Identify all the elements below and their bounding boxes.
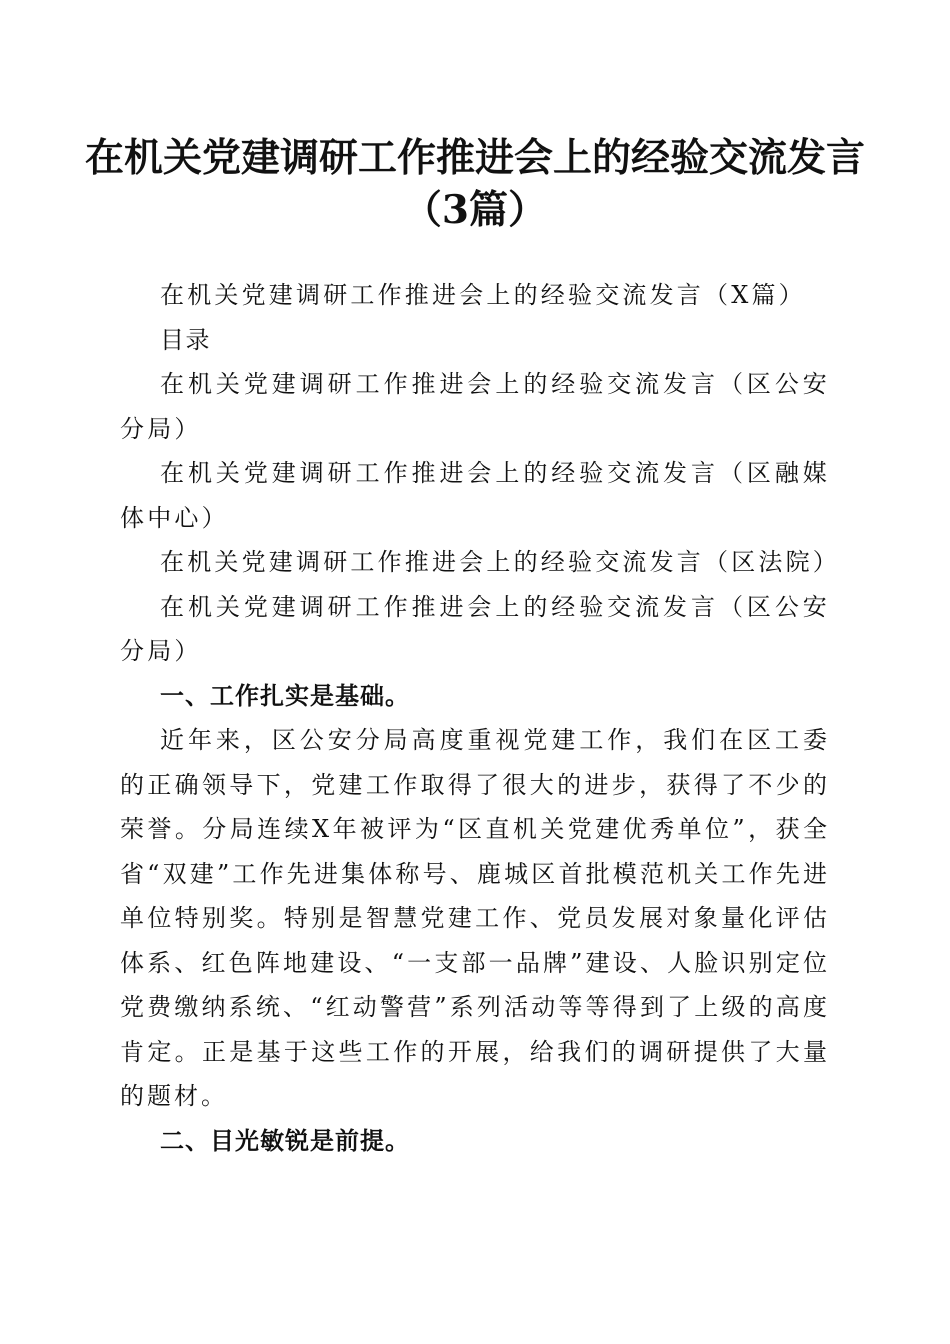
toc-item: 在机关党建调研工作推进会上的经验交流发言（区融媒体中心） xyxy=(120,459,830,532)
document-body xyxy=(120,273,840,1163)
section-body-1: 近年来，区公安分局高度重视党建工作，我们在区工委的正确领导下，党建工作取得了很大的进步，获得了不少的荣誉。分局连续X年被评为“区直机关党建优秀单位”，获全省“双建”工作先进集体称号、鹿城区首批模范机关工作先进单位特别奖。特别是智慧党建工作、党员发展对象量化评估体系、红色阵地建设、“一支部一品牌”建设、人脸识别定位党费缴纳系统、“红动警营”系列活动等等得到了上级的高度肯定。正是基于这些工作的开展，给我们的调研提供了大量的题材。 xyxy=(120,726,830,1110)
section-heading-1: 一、工作扎实是基础。 xyxy=(160,681,410,710)
document-title xyxy=(60,132,890,236)
title-line-2: （3篇） xyxy=(402,187,548,233)
toc-item: 在机关党建调研工作推进会上的经验交流发言（区法院） xyxy=(160,548,840,576)
toc-item: 在机关党建调研工作推进会上的经验交流发言（区公安分局） xyxy=(120,370,830,443)
title-line-1: 在机关党建调研工作推进会上的经验交流发言 xyxy=(84,135,865,181)
paragraph-toc-label: 目录 xyxy=(160,325,211,354)
article-title: 在机关党建调研工作推进会上的经验交流发言（区公安分局） xyxy=(120,592,830,665)
paragraph-collection-title: 在机关党建调研工作推进会上的经验交流发言（X篇） xyxy=(160,281,806,309)
section-heading-2: 二、目光敏锐是前提。 xyxy=(160,1126,410,1155)
